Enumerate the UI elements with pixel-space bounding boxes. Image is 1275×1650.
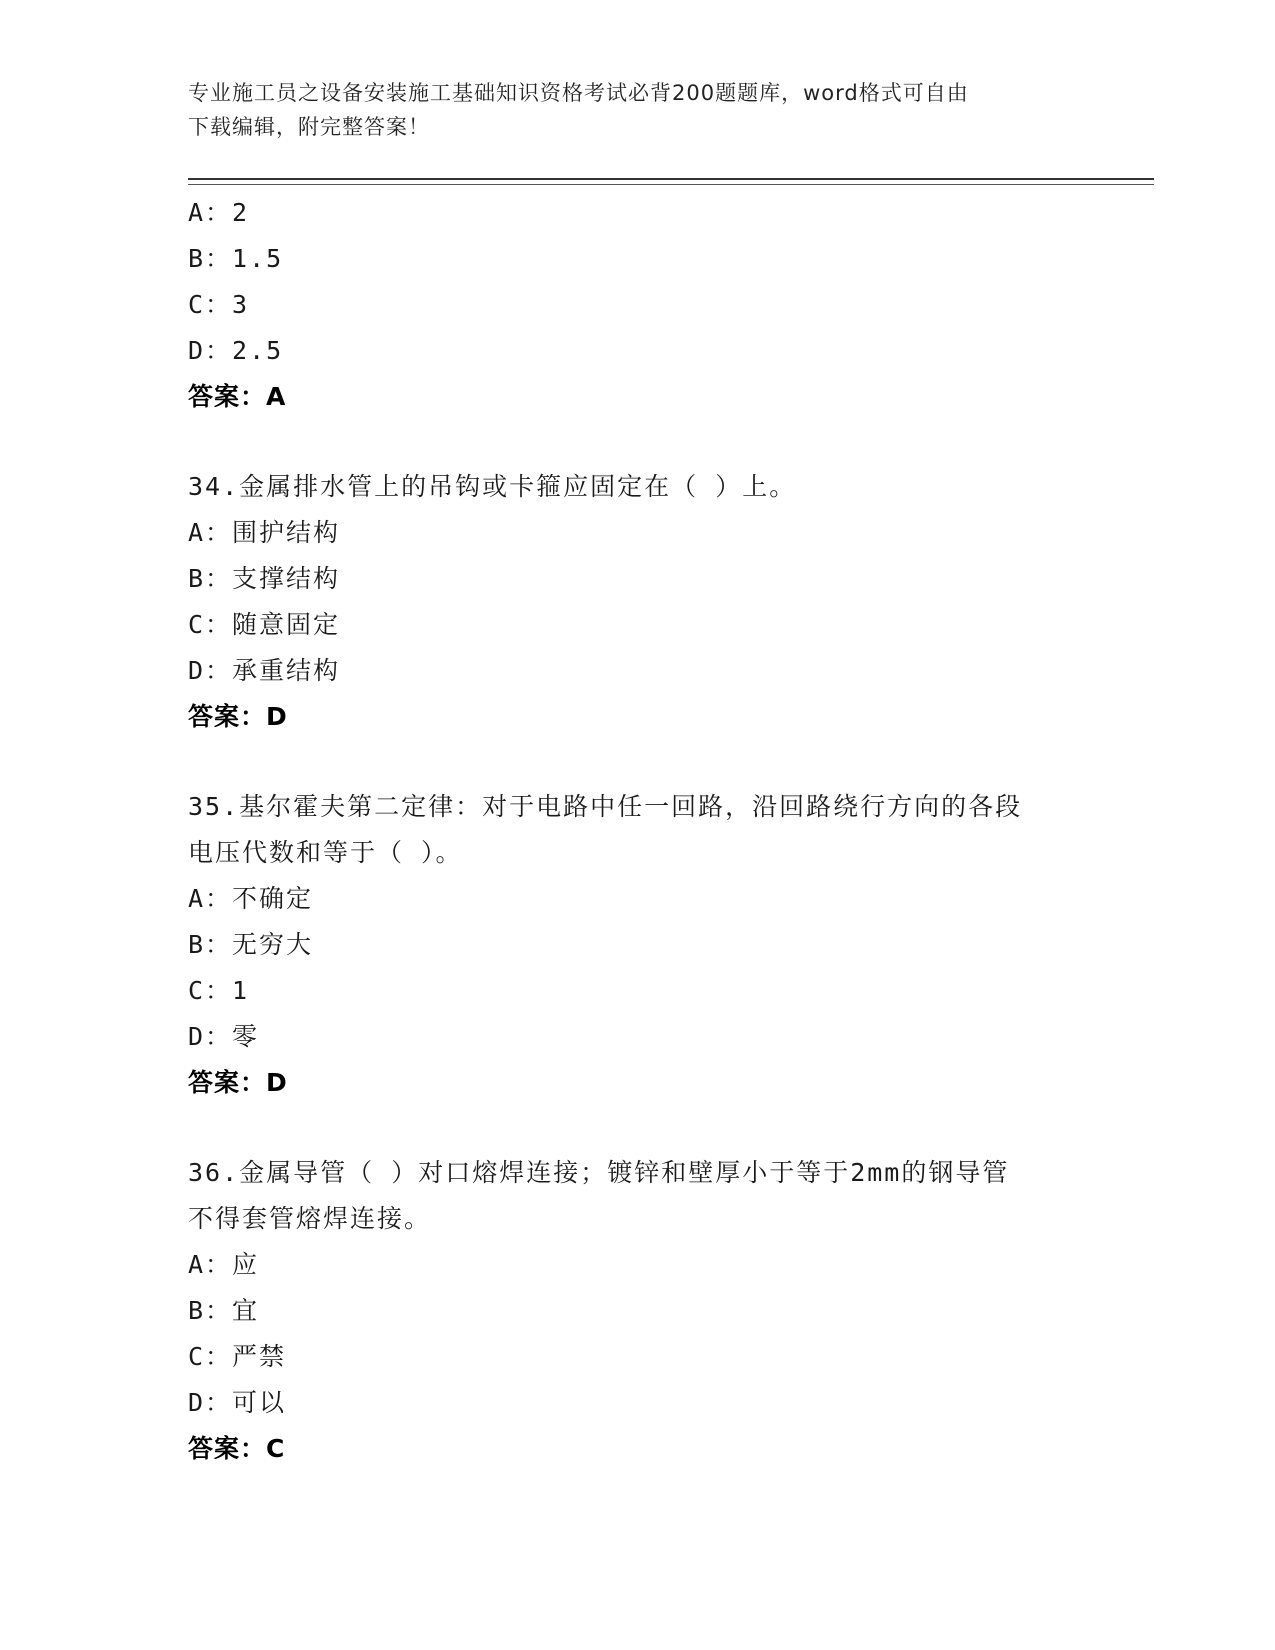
header-rule-thin [188,184,1154,185]
header-line-2: 下载编辑，附完整答案！ [188,115,430,139]
question-stem-line-2: 电压代数和等于（ ）。 [188,838,463,867]
question-36 [188,1150,1088,1472]
option-b: B：支撑结构 [188,564,341,593]
spacer [188,740,1088,784]
spacer [188,420,1088,464]
answer-label: 答案：A [188,382,287,411]
option-d: D：2.5 [188,336,284,365]
option-b: B：1.5 [188,244,284,273]
option-a: A：围护结构 [188,518,341,547]
header-line-1: 专业施工员之设备安装施工基础知识资格考试必背200题题库，word格式可自由 [188,81,969,105]
question-34 [188,464,1088,740]
question-stem: 34.金属排水管上的吊钩或卡箍应固定在（ ）上。 [188,472,797,501]
document-header [188,76,1068,144]
answer-label: 答案：D [188,1068,288,1097]
header-rule-thick [188,178,1154,180]
question-33 [188,190,1088,420]
question-stem-line-1: 36.金属导管（ ）对口熔焊连接；镀锌和壁厚小于等于2mm的钢导管 [188,1158,1010,1187]
spacer [188,1106,1088,1150]
option-a: A：不确定 [188,884,314,913]
option-c: C：严禁 [188,1342,287,1371]
option-c: C：1 [188,976,250,1005]
question-stem-line-2: 不得套管熔焊连接。 [188,1204,432,1233]
answer-label: 答案：D [188,702,288,731]
question-stem-line-1: 35.基尔霍夫第二定律：对于电路中任一回路，沿回路绕行方向的各段 [188,792,1023,821]
option-c: C：3 [188,290,250,319]
option-d: D：可以 [188,1388,287,1417]
question-35 [188,784,1088,1106]
question-list [188,190,1088,1472]
option-b: B：宜 [188,1296,260,1325]
option-a: A：应 [188,1250,260,1279]
option-c: C：随意固定 [188,610,341,639]
option-a: A：2 [188,198,250,227]
option-b: B：无穷大 [188,930,314,959]
option-d: D：承重结构 [188,656,341,685]
answer-label: 答案：C [188,1434,286,1463]
option-d: D：零 [188,1022,260,1051]
